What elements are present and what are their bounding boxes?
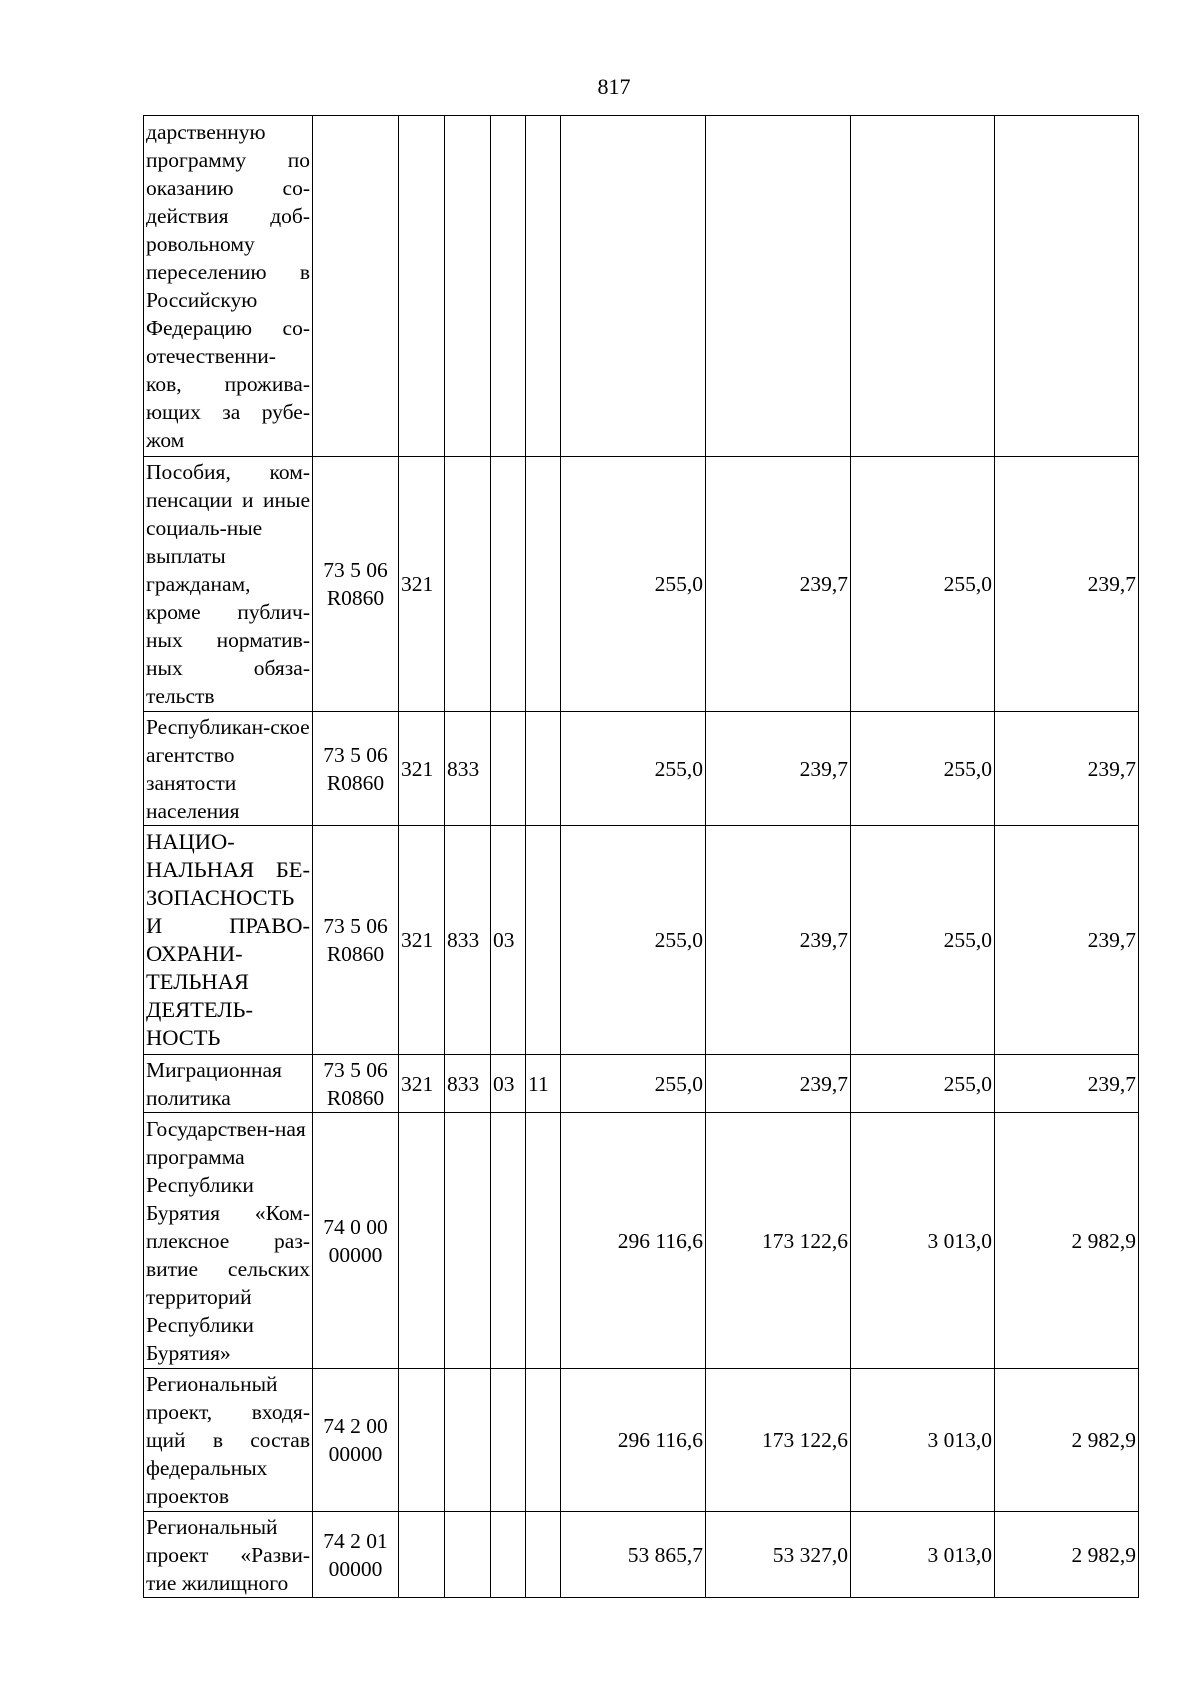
row-sum-1 xyxy=(561,116,706,457)
row-name: Республикан-ское агентство занятости населения xyxy=(144,712,313,826)
row-expense-type xyxy=(399,1113,445,1369)
row-target-article: 73 5 06 R0860 xyxy=(313,457,399,712)
row-name: Региональный проект, входя-щий в состав федеральных проектов xyxy=(144,1369,313,1512)
row-target-article: 73 5 06 R0860 xyxy=(313,1055,399,1113)
row-sum-3: 3 013,0 xyxy=(851,1369,995,1512)
table-row xyxy=(144,1055,1139,1113)
row-administrator: 833 xyxy=(445,826,491,1055)
row-sum-2: 173 122,6 xyxy=(706,1369,851,1512)
row-target-article: 74 0 00 00000 xyxy=(313,1113,399,1369)
row-sum-4: 239,7 xyxy=(995,457,1139,712)
row-sum-4: 239,7 xyxy=(995,826,1139,1055)
row-sum-4: 239,7 xyxy=(995,1055,1139,1113)
row-sum-1: 255,0 xyxy=(561,712,706,826)
row-target-article: 73 5 06 R0860 xyxy=(313,826,399,1055)
page-number: 817 xyxy=(597,74,631,99)
row-sum-3 xyxy=(851,116,995,457)
row-sum-4: 239,7 xyxy=(995,712,1139,826)
row-name: НАЦИО-НАЛЬНАЯ БЕ-ЗОПАСНОСТЬ И ПРАВО-ОХРАНИ-ТЕЛЬНАЯ ДЕЯТЕЛЬ-НОСТЬ xyxy=(144,826,313,1055)
row-sum-4: 2 982,9 xyxy=(995,1512,1139,1598)
row-target-article xyxy=(313,116,399,457)
row-section xyxy=(491,1512,526,1598)
row-subsection xyxy=(526,712,561,826)
table-row xyxy=(144,116,1139,457)
row-sum-3: 255,0 xyxy=(851,1055,995,1113)
row-administrator xyxy=(445,1369,491,1512)
row-subsection xyxy=(526,1113,561,1369)
row-expense-type: 321 xyxy=(399,826,445,1055)
row-subsection xyxy=(526,826,561,1055)
row-name: Региональный проект «Разви-тие жилищного xyxy=(144,1512,313,1598)
row-expense-type: 321 xyxy=(399,457,445,712)
row-target-article: 73 5 06 R0860 xyxy=(313,712,399,826)
row-sum-2: 53 327,0 xyxy=(706,1512,851,1598)
row-section: 03 xyxy=(491,1055,526,1113)
row-sum-3: 255,0 xyxy=(851,826,995,1055)
row-sum-1: 53 865,7 xyxy=(561,1512,706,1598)
row-sum-3: 255,0 xyxy=(851,457,995,712)
row-administrator xyxy=(445,1113,491,1369)
row-sum-2: 239,7 xyxy=(706,1055,851,1113)
row-subsection: 11 xyxy=(526,1055,561,1113)
table-row xyxy=(144,712,1139,826)
row-administrator xyxy=(445,1512,491,1598)
row-expense-type xyxy=(399,116,445,457)
row-sum-1: 296 116,6 xyxy=(561,1113,706,1369)
row-subsection xyxy=(526,116,561,457)
row-sum-3: 3 013,0 xyxy=(851,1113,995,1369)
budget-table xyxy=(143,115,1139,1598)
row-expense-type: 321 xyxy=(399,712,445,826)
row-administrator: 833 xyxy=(445,1055,491,1113)
row-target-article: 74 2 00 00000 xyxy=(313,1369,399,1512)
row-expense-type: 321 xyxy=(399,1055,445,1113)
row-sum-1: 296 116,6 xyxy=(561,1369,706,1512)
row-sum-1: 255,0 xyxy=(561,826,706,1055)
table-row xyxy=(144,1369,1139,1512)
row-administrator xyxy=(445,457,491,712)
row-section xyxy=(491,712,526,826)
row-subsection xyxy=(526,1512,561,1598)
row-sum-2: 173 122,6 xyxy=(706,1113,851,1369)
row-section xyxy=(491,457,526,712)
row-sum-2: 239,7 xyxy=(706,457,851,712)
row-sum-4: 2 982,9 xyxy=(995,1369,1139,1512)
row-sum-1: 255,0 xyxy=(561,457,706,712)
row-sum-1: 255,0 xyxy=(561,1055,706,1113)
row-name: Государствен-ная программа Республики Бурятия «Ком-плексное раз-витие сельских территорий Республики Бурятия» xyxy=(144,1113,313,1369)
row-sum-4 xyxy=(995,116,1139,457)
row-subsection xyxy=(526,1369,561,1512)
table-row xyxy=(144,457,1139,712)
row-sum-2 xyxy=(706,116,851,457)
row-expense-type xyxy=(399,1512,445,1598)
table-row xyxy=(144,1512,1139,1598)
row-section: 03 xyxy=(491,826,526,1055)
table-row xyxy=(144,1113,1139,1369)
row-administrator xyxy=(445,116,491,457)
row-name: дарственную программу по оказанию со-действия доб-ровольному переселению в Российскую Федерацию со-отечественни-ков, прожива-ющих за рубе-жом xyxy=(144,116,313,457)
row-administrator: 833 xyxy=(445,712,491,826)
row-section xyxy=(491,1369,526,1512)
row-section xyxy=(491,1113,526,1369)
row-name: Миграционная политика xyxy=(144,1055,313,1113)
row-sum-2: 239,7 xyxy=(706,712,851,826)
row-subsection xyxy=(526,457,561,712)
row-sum-2: 239,7 xyxy=(706,826,851,1055)
row-sum-3: 255,0 xyxy=(851,712,995,826)
row-section xyxy=(491,116,526,457)
row-target-article: 74 2 01 00000 xyxy=(313,1512,399,1598)
row-sum-3: 3 013,0 xyxy=(851,1512,995,1598)
row-sum-4: 2 982,9 xyxy=(995,1113,1139,1369)
table-row xyxy=(144,826,1139,1055)
row-expense-type xyxy=(399,1369,445,1512)
row-name: Пособия, ком-пенсации и иные социаль-ные выплаты гражданам, кроме публич-ных норматив-ных обяза-тельств xyxy=(144,457,313,712)
